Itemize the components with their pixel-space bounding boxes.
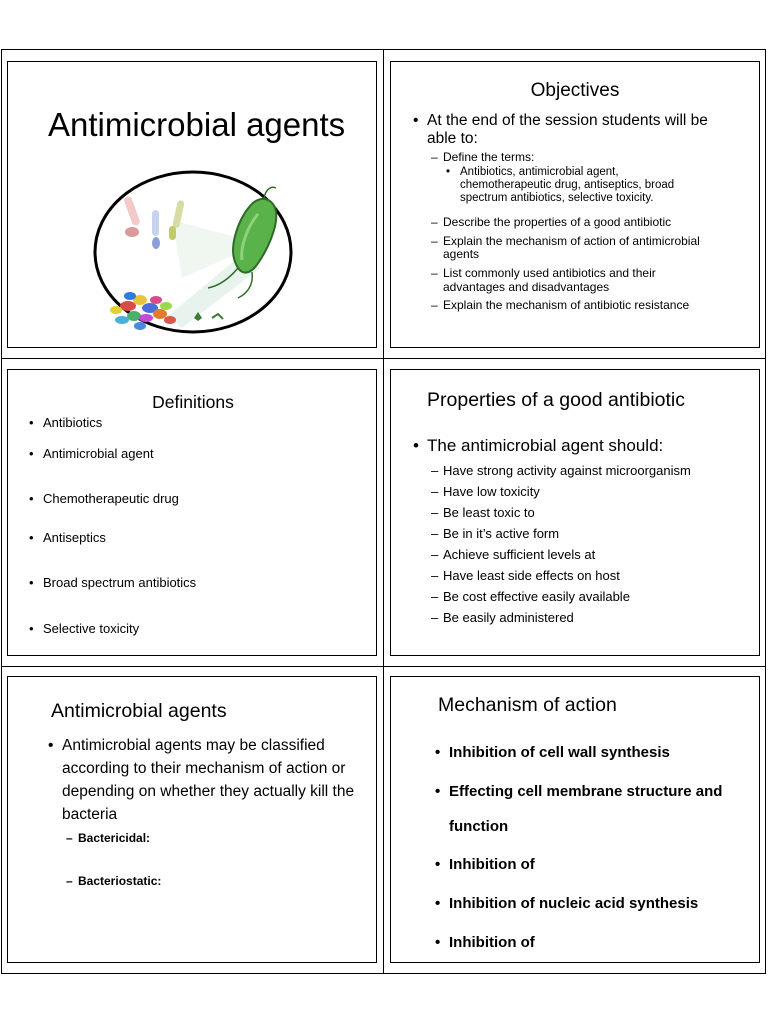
bacteriostatic-label: – Bacteriostatic: <box>78 874 161 888</box>
slide-definitions <box>7 369 377 656</box>
objective-list-line2: advantages and disadvantages <box>443 280 610 294</box>
property-item: – Have least side effects on host <box>443 568 620 583</box>
property-item: – Be cost effective easily available <box>443 589 630 604</box>
row-divider <box>1 358 766 359</box>
slide-title-heading: Antimicrobial agents <box>48 106 346 143</box>
objective-terms-line1: • Antibiotics, antimicrobial agent, <box>460 166 619 179</box>
definition-item: • Selective toxicity <box>43 621 139 636</box>
mechanism-item: • Effecting cell membrane structure and <box>449 783 722 800</box>
definition-item: • Antiseptics <box>43 530 106 545</box>
objective-describe: – Describe the properties of a good antibiotic <box>443 216 671 230</box>
definition-item: • Chemotherapeutic drug <box>43 491 179 506</box>
classification-title: Antimicrobial agents <box>51 700 227 722</box>
definition-item: • Broad spectrum antibiotics <box>43 575 196 590</box>
property-item: – Be in it’s active form <box>443 526 559 541</box>
property-item: – Have strong activity against microorganism <box>443 463 691 478</box>
column-divider <box>383 49 384 974</box>
objectives-lead-line2: able to: <box>427 130 478 147</box>
objective-terms-line3: spectrum antibiotics, selective toxicity. <box>460 192 654 204</box>
objective-terms-line2: chemotherapeutic drug, antiseptics, broad <box>460 179 675 191</box>
properties-title: Properties of a good antibiotic <box>427 389 685 411</box>
slide-classification <box>7 676 377 963</box>
mechanism-item: • Inhibition of cell wall synthesis <box>449 744 670 761</box>
row-divider <box>1 666 766 667</box>
slide-title <box>7 61 377 348</box>
objective-explain-mechanism-line2: agents <box>443 247 480 261</box>
definitions-title: Definitions <box>152 392 234 412</box>
objective-explain-resistance: – Explain the mechanism of antibiotic resistance <box>443 299 689 313</box>
slide-objectives <box>390 61 760 348</box>
objectives-lead-line1: • At the end of the session students will be <box>427 112 708 129</box>
properties-lead: • The antimicrobial agent should: <box>427 436 663 456</box>
property-item: – Be easily administered <box>443 610 574 625</box>
property-item: – Have low toxicity <box>443 484 540 499</box>
slide-properties <box>390 369 760 656</box>
property-item: – Be least toxic to <box>443 505 535 520</box>
mechanism-item: • Inhibition of <box>449 856 535 873</box>
property-item: – Achieve sufficient levels at <box>443 547 595 562</box>
definition-item: • Antimicrobial agent <box>43 446 154 461</box>
bactericidal-label: – Bactericidal: <box>78 831 150 845</box>
definition-item: • Antibiotics <box>43 415 102 430</box>
mechanism-title: Mechanism of action <box>438 694 617 716</box>
slide-mechanism <box>390 676 760 963</box>
objectives-title: Objectives <box>530 80 620 101</box>
objective-define: – Define the terms: <box>443 151 534 165</box>
objective-list-line1: – List commonly used antibiotics and their <box>443 267 656 281</box>
classification-body: • Antimicrobial agents may be classified according to their mechanism of action or depending on whether they actually kill the bacteria <box>62 734 377 826</box>
mechanism-item: • Inhibition of nucleic acid synthesis <box>449 895 698 912</box>
objective-explain-mechanism-line1: – Explain the mechanism of action of antimicrobial <box>443 235 700 249</box>
mechanism-item-continuation: function <box>449 818 509 835</box>
bacteria-pills-illustration <box>90 168 302 336</box>
mechanism-item: • Inhibition of <box>449 934 535 951</box>
